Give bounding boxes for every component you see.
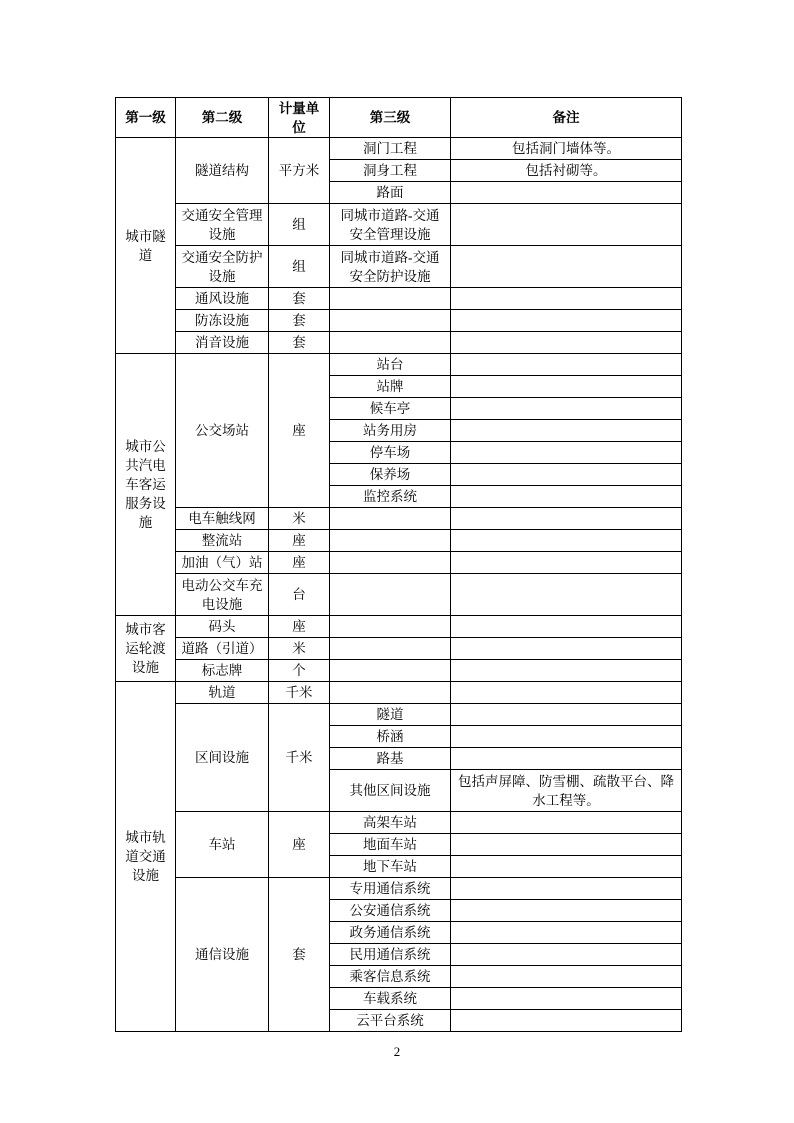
level2-cell: 隧道结构 — [176, 138, 269, 204]
level3-cell — [330, 508, 451, 530]
level3-cell: 车载系统 — [330, 988, 451, 1010]
column-header: 第三级 — [330, 98, 451, 138]
note-cell — [451, 878, 682, 900]
note-cell — [451, 464, 682, 486]
column-header: 第二级 — [176, 98, 269, 138]
note-cell — [451, 704, 682, 726]
level3-cell — [330, 288, 451, 310]
level3-cell: 同城市道路-交通安全管理设施 — [330, 204, 451, 246]
level1-cell: 城市客运轮渡设施 — [116, 616, 176, 682]
unit-cell: 千米 — [269, 682, 330, 704]
note-cell — [451, 288, 682, 310]
level2-cell: 交通安全防护设施 — [176, 246, 269, 288]
level3-cell: 路面 — [330, 182, 451, 204]
level3-cell: 洞身工程 — [330, 160, 451, 182]
note-cell — [451, 1010, 682, 1032]
level2-cell: 通信设施 — [176, 878, 269, 1032]
note-cell — [451, 682, 682, 704]
note-cell — [451, 966, 682, 988]
note-cell — [451, 310, 682, 332]
level2-cell: 消音设施 — [176, 332, 269, 354]
level3-cell: 地面车站 — [330, 834, 451, 856]
note-cell — [451, 812, 682, 834]
unit-cell: 座 — [269, 552, 330, 574]
table-row — [116, 246, 682, 288]
level3-cell: 其他区间设施 — [330, 770, 451, 812]
level3-cell: 洞门工程 — [330, 138, 451, 160]
unit-cell: 套 — [269, 878, 330, 1032]
unit-cell: 座 — [269, 354, 330, 508]
table-row — [116, 682, 682, 704]
unit-cell: 米 — [269, 638, 330, 660]
table-row — [116, 704, 682, 726]
level3-cell: 站牌 — [330, 376, 451, 398]
level1-cell: 城市隧道 — [116, 138, 176, 354]
level3-cell — [330, 332, 451, 354]
level2-cell: 车站 — [176, 812, 269, 878]
table-row — [116, 574, 682, 616]
level2-cell: 防冻设施 — [176, 310, 269, 332]
note-cell — [451, 182, 682, 204]
level3-cell: 停车场 — [330, 442, 451, 464]
table-row — [116, 310, 682, 332]
level3-cell: 桥涵 — [330, 726, 451, 748]
note-cell — [451, 922, 682, 944]
level3-cell: 隧道 — [330, 704, 451, 726]
note-cell: 包括衬砌等。 — [451, 160, 682, 182]
level3-cell: 候车亭 — [330, 398, 451, 420]
level3-cell: 高架车站 — [330, 812, 451, 834]
table-row — [116, 138, 682, 160]
table-row — [116, 638, 682, 660]
level3-cell: 站台 — [330, 354, 451, 376]
table-row — [116, 878, 682, 900]
level3-cell — [330, 552, 451, 574]
table-row — [116, 552, 682, 574]
unit-cell: 平方米 — [269, 138, 330, 204]
note-cell — [451, 442, 682, 464]
level3-cell: 政务通信系统 — [330, 922, 451, 944]
unit-cell: 座 — [269, 616, 330, 638]
level3-cell — [330, 616, 451, 638]
level3-cell — [330, 574, 451, 616]
level3-cell — [330, 682, 451, 704]
note-cell — [451, 376, 682, 398]
unit-cell: 座 — [269, 530, 330, 552]
level2-cell: 码头 — [176, 616, 269, 638]
level3-cell — [330, 310, 451, 332]
level3-cell: 云平台系统 — [330, 1010, 451, 1032]
table-row — [116, 204, 682, 246]
table-row — [116, 660, 682, 682]
table-row — [116, 288, 682, 310]
unit-cell: 套 — [269, 310, 330, 332]
note-cell — [451, 726, 682, 748]
level2-cell: 区间设施 — [176, 704, 269, 812]
level2-cell: 电车触线网 — [176, 508, 269, 530]
note-cell — [451, 332, 682, 354]
table-row — [116, 530, 682, 552]
page-number: 2 — [393, 1044, 401, 1059]
unit-cell: 千米 — [269, 704, 330, 812]
level2-cell: 轨道 — [176, 682, 269, 704]
level2-cell: 电动公交车充电设施 — [176, 574, 269, 616]
table-row — [116, 508, 682, 530]
note-cell — [451, 530, 682, 552]
note-cell — [451, 508, 682, 530]
unit-cell: 台 — [269, 574, 330, 616]
level1-cell: 城市轨道交通设施 — [116, 682, 176, 1032]
level2-cell: 公交场站 — [176, 354, 269, 508]
unit-cell: 个 — [269, 660, 330, 682]
level2-cell: 加油（气）站 — [176, 552, 269, 574]
note-cell — [451, 574, 682, 616]
note-cell — [451, 420, 682, 442]
note-cell — [451, 660, 682, 682]
level1-cell: 城市公共汽电车客运服务设施 — [116, 354, 176, 616]
note-cell — [451, 834, 682, 856]
table-row — [116, 616, 682, 638]
note-cell: 包括声屏障、防雪棚、疏散平台、降水工程等。 — [451, 770, 682, 812]
level3-cell: 民用通信系统 — [330, 944, 451, 966]
note-cell — [451, 944, 682, 966]
table-header-row — [116, 98, 682, 138]
unit-cell: 组 — [269, 204, 330, 246]
level3-cell — [330, 530, 451, 552]
table-row — [116, 354, 682, 376]
note-cell — [451, 638, 682, 660]
note-cell — [451, 900, 682, 922]
column-header: 计量单位 — [269, 98, 330, 138]
note-cell — [451, 398, 682, 420]
level3-cell: 乘客信息系统 — [330, 966, 451, 988]
level3-cell: 专用通信系统 — [330, 878, 451, 900]
note-cell — [451, 246, 682, 288]
level3-cell — [330, 638, 451, 660]
level2-cell: 交通安全管理设施 — [176, 204, 269, 246]
note-cell — [451, 748, 682, 770]
note-cell — [451, 616, 682, 638]
level3-cell: 路基 — [330, 748, 451, 770]
level2-cell: 通风设施 — [176, 288, 269, 310]
table-body — [116, 138, 682, 1032]
level2-cell: 道路（引道） — [176, 638, 269, 660]
level2-cell: 标志牌 — [176, 660, 269, 682]
note-cell — [451, 552, 682, 574]
note-cell — [451, 988, 682, 1010]
level3-cell: 同城市道路-交通安全防护设施 — [330, 246, 451, 288]
note-cell — [451, 204, 682, 246]
column-header: 备注 — [451, 98, 682, 138]
unit-cell: 米 — [269, 508, 330, 530]
classification-table — [115, 97, 682, 1032]
level3-cell — [330, 660, 451, 682]
level2-cell: 整流站 — [176, 530, 269, 552]
note-cell — [451, 856, 682, 878]
table-row — [116, 332, 682, 354]
level3-cell: 保养场 — [330, 464, 451, 486]
level3-cell: 站务用房 — [330, 420, 451, 442]
level3-cell: 公安通信系统 — [330, 900, 451, 922]
unit-cell: 套 — [269, 288, 330, 310]
unit-cell: 套 — [269, 332, 330, 354]
note-cell — [451, 486, 682, 508]
note-cell: 包括洞门墙体等。 — [451, 138, 682, 160]
level3-cell: 监控系统 — [330, 486, 451, 508]
note-cell — [451, 354, 682, 376]
unit-cell: 座 — [269, 812, 330, 878]
column-header: 第一级 — [116, 98, 176, 138]
unit-cell: 组 — [269, 246, 330, 288]
level3-cell: 地下车站 — [330, 856, 451, 878]
table-row — [116, 812, 682, 834]
